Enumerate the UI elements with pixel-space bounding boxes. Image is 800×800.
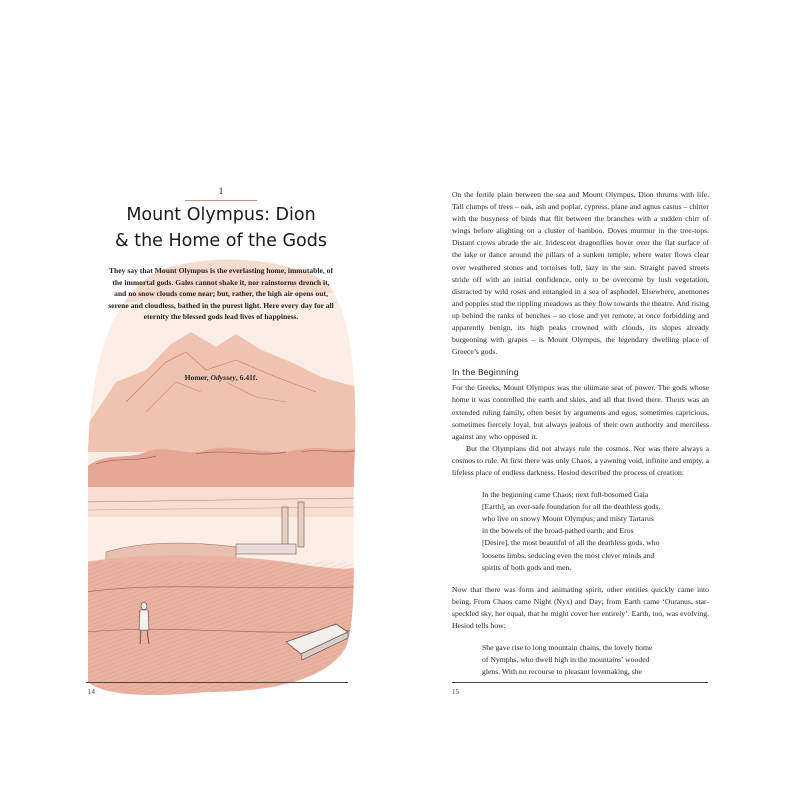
left-page-number: 14	[88, 688, 95, 696]
epigraph-work: Odyssey	[210, 373, 236, 382]
quote-line: loosens limbs, seducing even the most clever minds and	[482, 550, 655, 560]
chapter-title-line-2: & the Home of the Gods	[115, 231, 327, 251]
epigraph: They say that Mount Olympus is the everlasting home, immutable, of the immortal gods. Gales cannot shake it, nor rainstorms drench it, and no snow clouds come near; but, rather, the high air opens out, serene and cloudless, bathed in the purest light. Here every day for all eternity the blessed gods lead lives of happiness.	[108, 266, 334, 322]
hesiod-quote-2	[482, 642, 709, 678]
section-heading: In the Beginning	[452, 367, 519, 378]
quote-line: glens. With no recourse to pleasant lovemaking, she	[482, 667, 642, 677]
epigraph-attribution	[108, 373, 334, 382]
right-folio-rule	[452, 682, 708, 683]
chapter-rule	[185, 200, 257, 201]
paragraph-greeks: For the Greeks, Mount Olympus was the ultimate seat of power. The gods whose home it was controlled the earth and skies, and all that lived there. Theirs was an extended ruling family, often beset by arguments and egos, sometimes capricious, sometimes fiercely loyal, but always jealous of their own authority and merciless against any who opposed it.	[452, 383, 709, 441]
right-page-number: 15	[452, 688, 459, 696]
quote-line: spirits of both gods and men.	[482, 562, 572, 572]
quote-line: in the bowels of the broad-pathed earth; and Eros	[482, 526, 634, 536]
quote-line: In the beginning came Chaos; next full-bosomed Gaia	[482, 490, 649, 500]
section-heading-rule	[452, 379, 520, 380]
quote-line: [Desire], the most beautiful of all the deathless gods, who	[482, 538, 660, 548]
quote-line: She gave rise to long mountain chains, the lovely home	[482, 643, 653, 653]
hesiod-quote-1	[482, 489, 709, 574]
left-page	[86, 182, 356, 702]
epigraph-author: Homer,	[184, 373, 209, 382]
chapter-title-line-1: Mount Olympus: Dion	[126, 205, 316, 225]
quote-line: of Nymphs, who dwell high in the mountains’ wooded	[482, 655, 650, 665]
quote-line: who live on snowy Mount Olympus; and misty Tartarus	[482, 514, 654, 524]
chapter-number: 1	[218, 187, 224, 197]
quote-line: [Earth], an ever-safe foundation for all the deathless gods,	[482, 502, 661, 512]
chapter-title	[86, 202, 356, 254]
left-folio-rule	[86, 682, 348, 683]
paragraph-olympians: But the Olympians did not always rule the cosmos. Nor was there always a cosmos to rule. At first there was only Chaos, a yawning void, infinite and empty, a lifeless place of endless darkness. Hesiod described the process of creation:	[452, 443, 709, 477]
right-page	[452, 189, 709, 688]
paragraph-dion: On the fertile plain between the sea and Mount Olympus, Dion thrums with life. Tall clumps of trees – oak, ash and poplar, cypress, plane and agnus castus – chitter with the busyness of birds that flit between the branches with a sudden chirr of wings before alighting on a cluster of bamboo. Doves murmur in the tree-tops. Distant crows abrade the air. Iridescent dragonflies hover over the flat surface of the lake or dance around the pillars of a sunken temple, where water flows clear over weathered stones and tortoises loll, lazy in the sun. Straight paved streets stride off with an initial confidence, only to be overcome by lush vegetation, distracted by wild roses and entangled in a sea of asphodel. Elsewhere, anemones and poppies stud the rippling meadows as they flow towards the theatre. And rising up behind the ranks of benches – so close and yet remote, at once forbidding and apparently benign, its high peaks crowned with clouds, its slopes already burgeoning with grapes – is Mount Olympus, the legendary dwelling place of Greece’s gods.	[452, 190, 709, 357]
epigraph-reference: , 6.41f.	[235, 373, 258, 382]
paragraph-form: Now that there was form and animating spirit, other entities quickly came into being. From Chaos came Night (Nyx) and Day; from Earth came ‘Ouranus, star-speckled sky, her equal, that he might cover her entirely’. Earth, too, was evolving. Hesiod tells how:	[452, 584, 709, 630]
